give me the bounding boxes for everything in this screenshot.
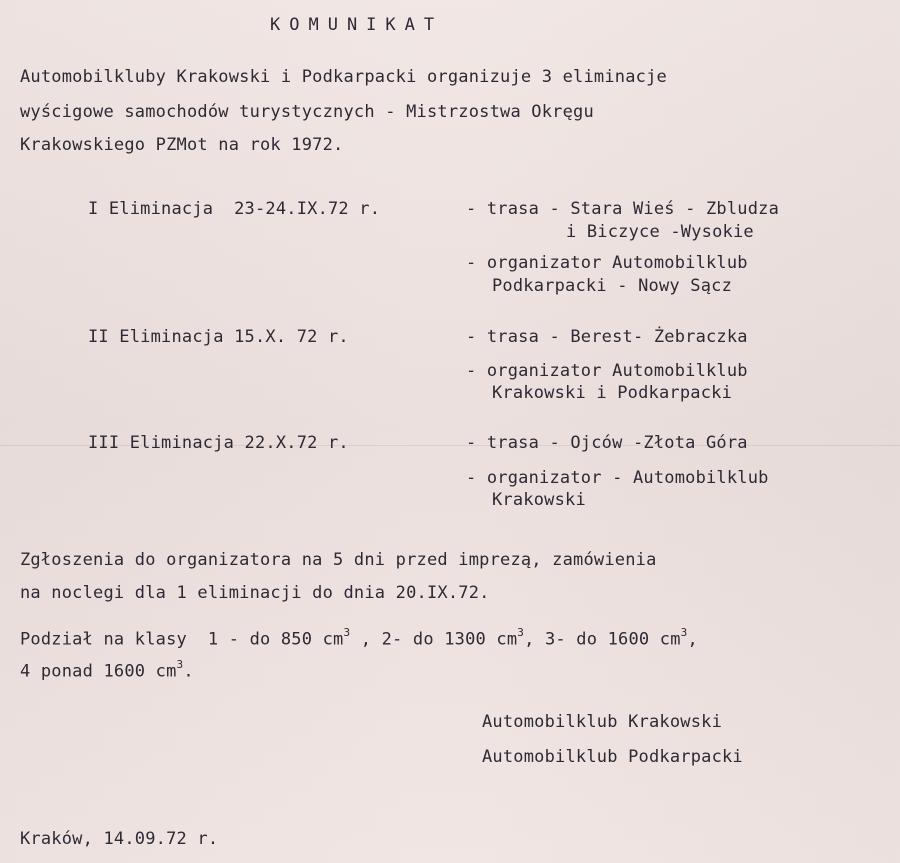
round-1-route: - trasa - Stara Wieś - Zbludza — [466, 199, 780, 219]
intro-line-3: Krakowskiego PZMot na rok 1972. — [20, 135, 344, 155]
registration-line-1: Zgłoszenia do organizatora na 5 dni przed imprezą, zamówienia — [20, 550, 657, 570]
round-2-organizer-cont: Krakowski i Podkarpacki — [492, 383, 733, 403]
round-1-organizer-cont: Podkarpacki - Nowy Sącz — [492, 276, 733, 296]
page-title: KOMUNIKAT — [270, 15, 444, 35]
signature-line-2: Automobilklub Podkarpacki — [482, 747, 743, 767]
round-3-organizer: - organizator - Automobilklub — [466, 468, 769, 488]
round-1-route-cont: i Biczyce -Wysokie — [566, 222, 754, 242]
round-3-label: III Eliminacja 22.X.72 r. — [88, 433, 349, 453]
place-date: Kraków, 14.09.72 r. — [20, 829, 219, 849]
intro-line-1: Automobilkluby Krakowski i Podkarpacki organizuje 3 eliminacje — [20, 67, 667, 87]
classes-line-2: 4 ponad 1600 $cm^3$. — [20, 658, 194, 682]
registration-line-2: na noclegi dla 1 eliminacji do dnia 20.IX.72. — [20, 583, 490, 603]
intro-line-2: wyścigowe samochodów turystycznych - Mistrzostwa Okręgu — [20, 102, 594, 122]
round-2-route: - trasa - Berest- Żebraczka — [466, 327, 748, 347]
round-3-route: - trasa - Ojców -Złota Góra — [466, 433, 748, 453]
round-1-label: I Eliminacja 23-24.IX.72 r. — [88, 199, 381, 219]
round-2-label: II Eliminacja 15.X. 72 r. — [88, 327, 349, 347]
classes-line-1: Podział na klasy 1 - do 850 $cm^3$ , 2- do 1300 $cm^3$, 3- do 1600 $cm^3$, — [20, 626, 698, 650]
signature-line-1: Automobilklub Krakowski — [482, 712, 723, 732]
round-1-organizer: - organizator Automobilklub — [466, 253, 748, 273]
round-3-organizer-cont: Krakowski — [492, 490, 586, 510]
round-2-organizer: - organizator Automobilklub — [466, 361, 748, 381]
